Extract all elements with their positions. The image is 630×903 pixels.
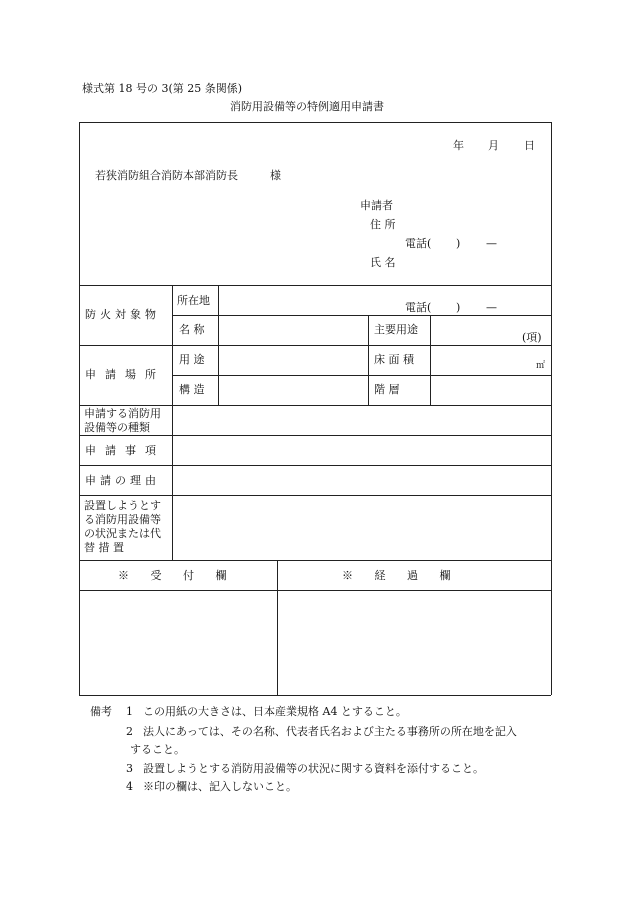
reason-label: 申請の理由	[85, 474, 160, 487]
place-structure-label: 構 造	[179, 383, 205, 396]
note-2-number: 2	[126, 725, 133, 738]
date-day: 日	[524, 139, 535, 152]
planned-status-line2: る消防用設備等	[84, 513, 161, 526]
place-use-label: 用 途	[179, 353, 205, 366]
note-4-text: ※印の欄は、記入しないこと。	[143, 780, 297, 793]
target-phone-dash: —	[486, 301, 497, 314]
date-month: 月	[488, 139, 499, 152]
equipment-type-line1: 申請する消防用	[84, 407, 161, 420]
target-location-label: 所在地	[177, 294, 210, 307]
request-item-label: 申請事項	[85, 444, 165, 457]
notes-label: 備考	[90, 705, 112, 718]
planned-status-line4: 替 措 置	[84, 541, 124, 554]
note-3-text: 設置しようとする消防用設備等の状況に関する資料を添付すること。	[143, 762, 484, 775]
target-item-unit: (項)	[522, 331, 542, 344]
target-label: 防火対象物	[85, 308, 160, 321]
form-number: 様式第 18 号の 3(第 25 条関係)	[82, 82, 243, 95]
target-phone-label: 電話(	[405, 301, 432, 314]
planned-status-line1: 設置しようとす	[84, 499, 161, 512]
applicant-phone-close: )	[456, 237, 461, 250]
note-1-number: 1	[126, 705, 133, 718]
planned-status-line3: の状況または代	[84, 527, 161, 540]
target-main-use-label: 主要用途	[374, 323, 418, 336]
reception-column-header: ※ 受 付 欄	[118, 569, 236, 582]
equipment-type-line2: 設備等の種類	[84, 421, 150, 434]
target-phone-close: )	[456, 301, 461, 314]
place-area-unit: ㎡	[536, 361, 546, 371]
note-2-text: 法人にあっては、その名称、代表者氏名および主たる事務所の所在地を記入	[143, 725, 517, 738]
applicant-phone-label: 電話(	[405, 237, 432, 250]
addressee: 若狭消防組合消防本部消防長	[95, 169, 238, 182]
note-3-number: 3	[126, 762, 133, 775]
note-2-continuation: すること。	[130, 743, 185, 756]
place-floor-area-label: 床 面 積	[374, 353, 414, 366]
applicant-name-label: 氏 名	[370, 256, 396, 269]
place-floors-label: 階 層	[374, 383, 400, 396]
place-label: 申請場所	[85, 368, 165, 381]
honorific: 様	[270, 169, 281, 182]
applicant-phone-dash: —	[486, 237, 497, 250]
form-title: 消防用設備等の特例適用申請書	[230, 100, 384, 113]
note-1-text: この用紙の大きさは、日本産業規格 A4 とすること。	[143, 705, 407, 718]
progress-column-header: ※ 経 過 欄	[342, 569, 460, 582]
note-4-number: 4	[126, 780, 133, 793]
date-year: 年	[453, 139, 464, 152]
applicant-address-label: 住 所	[370, 218, 396, 231]
applicant-label: 申請者	[360, 199, 393, 212]
target-name-label: 名 称	[179, 323, 205, 336]
